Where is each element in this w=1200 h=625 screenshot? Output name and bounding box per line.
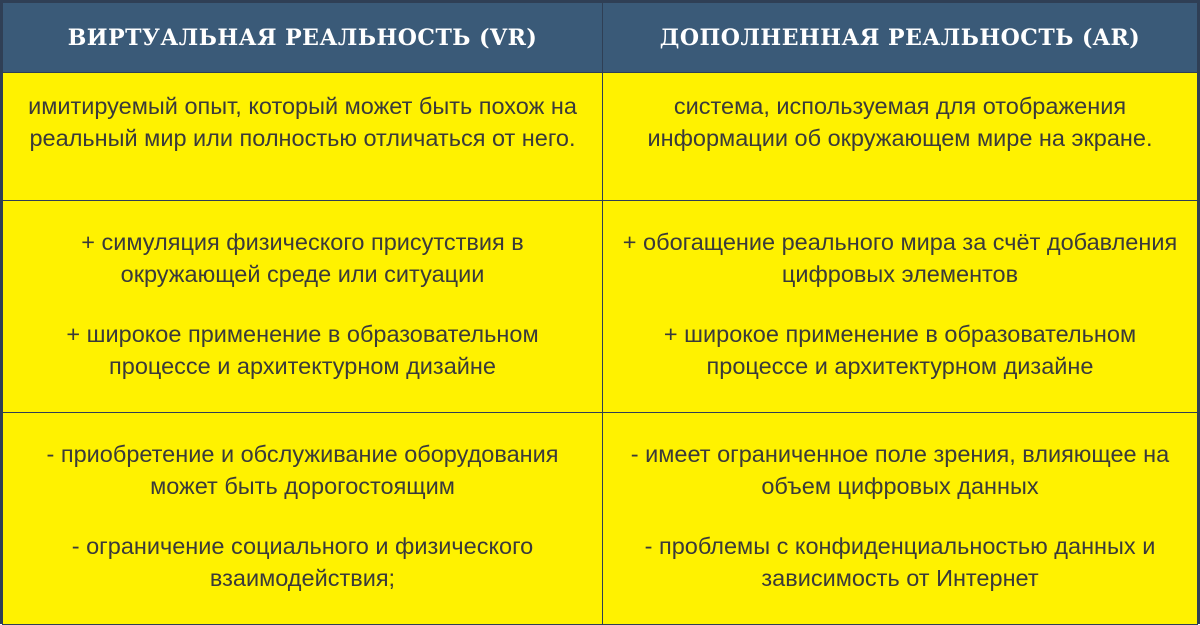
vr-advantage-1: + симуляция физического присутствия в окружающей среде или ситуации (81, 229, 524, 287)
cell-ar-disadvantages (603, 413, 1198, 625)
row-definition (3, 73, 1198, 201)
header-vr: ВИРТУАЛЬНАЯ РЕАЛЬНОСТЬ (VR) (3, 3, 603, 73)
cell-vr-disadvantages (3, 413, 603, 625)
row-disadvantages (3, 413, 1198, 625)
header-ar: ДОПОЛНЕННАЯ РЕАЛЬНОСТЬ (AR) (603, 3, 1198, 73)
ar-advantage-2: + широкое применение в образовательном процессе и архитектурном дизайне (663, 321, 1137, 379)
vr-advantage-2: + широкое применение в образовательном процессе и архитектурном дизайне (66, 321, 539, 379)
cell-vr-definition (3, 73, 603, 201)
vr-ar-comparison-table (2, 2, 1198, 625)
ar-advantage-1: + обогащение реального мира за счёт добавления цифровых элементов (622, 229, 1178, 287)
vr-definition-text: имитируемый опыт, который может быть похож на реальный мир или полностью отличаться от него. (28, 93, 577, 151)
cell-ar-definition (603, 73, 1198, 201)
ar-disadvantage-1: - имеет ограниченное поле зрения, влияющее на объем цифровых данных (630, 441, 1170, 499)
header-row (3, 3, 1198, 73)
ar-disadvantage-2: - проблемы с конфиденциальностью данных и зависимость от Интернет (644, 533, 1156, 591)
row-advantages (3, 201, 1198, 413)
ar-definition-text: система, используемая для отображения информации об окружающем мире на экране. (647, 93, 1153, 151)
vr-disadvantage-1: - приобретение и обслуживание оборудования может быть дорогостоящим (46, 441, 559, 499)
cell-vr-advantages (3, 201, 603, 413)
cell-ar-advantages (603, 201, 1198, 413)
vr-disadvantage-2: - ограничение социального и физического взаимодействия; (71, 533, 534, 591)
